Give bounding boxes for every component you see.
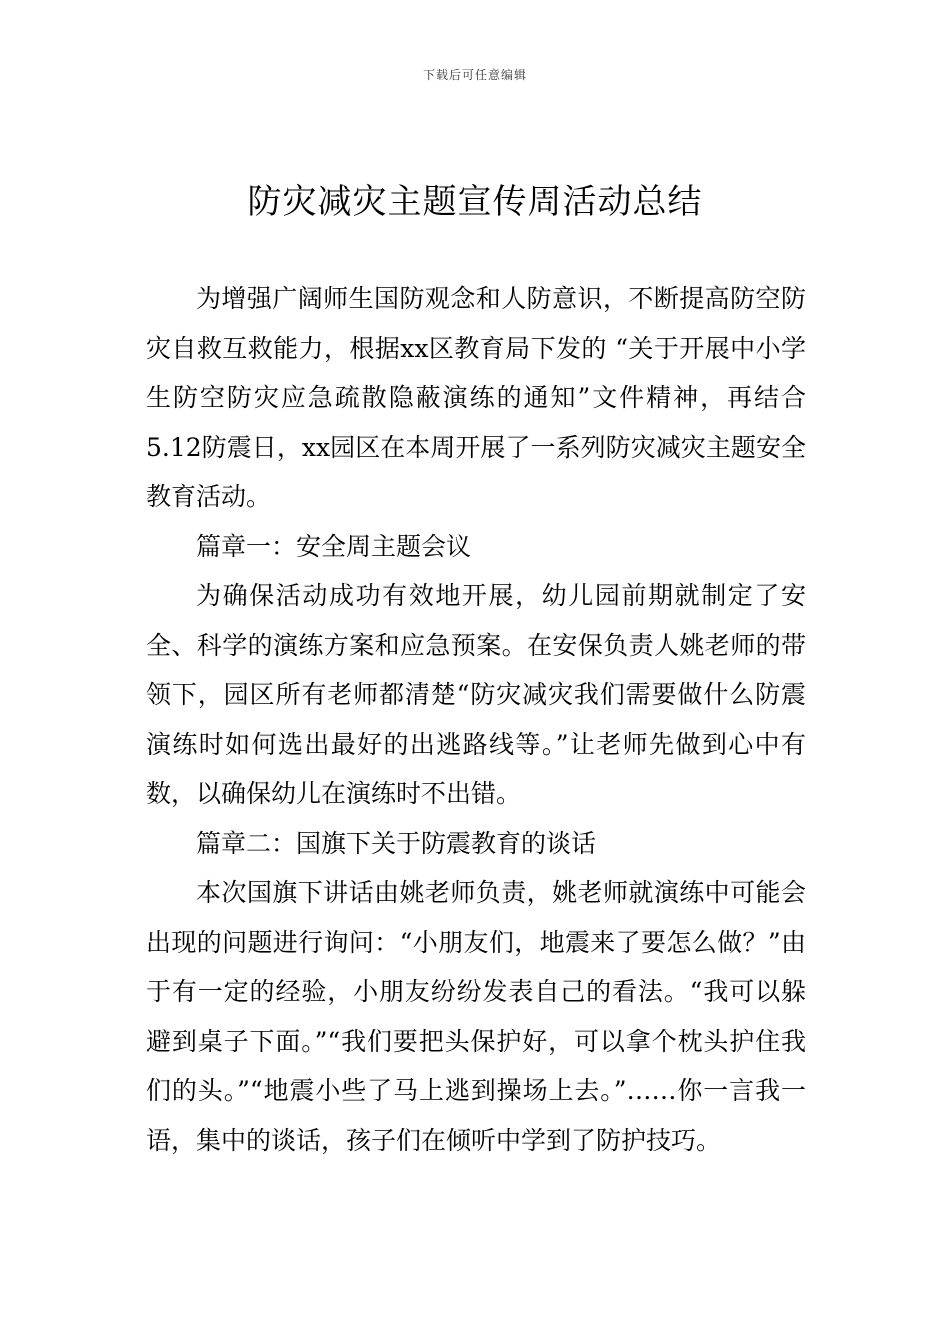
section-1-paragraph: 为确保活动成功有效地开展，幼儿园前期就制定了安全、科学的演练方案和应急预案。在安保负责人姚老师的带领下，园区所有老师都清楚“防灾减灾我们需要做什么防震演练时如何选出最好的出逃路线等。”让老师先做到心中有数，以确保幼儿在演练时不出错。 — [146, 581, 806, 808]
intro-paragraph: 为增强广阔师生国防观念和人防意识，不断提高防空防灾自救互救能力，根据xx区教育局下发的 “关于开展中小学生防空防灾应急疏散隐蔽演练的通知”文件精神，再结合5.12防震日，xx园区在本周开展了一系列防灾减灾主题安全教育活动。 — [146, 284, 806, 511]
section-2-paragraph: 本次国旗下讲话由姚老师负责，姚老师就演练中可能会出现的问题进行询问：“小朋友们，地震来了要怎么做？”由于有一定的经验，小朋友纷纷发表自己的看法。“我可以躲避到桌子下面。”“我们要把头保护好，可以拿个枕头护住我们的头。”“地震小些了马上逃到操场上去。”……你一言我一语，集中的谈话，孩子们在倾听中学到了防护技巧。 — [146, 878, 806, 1155]
header-note: 下载后可任意编辑 — [422, 68, 527, 82]
section-heading-1: 篇章一：安全周主题会议 — [196, 531, 472, 561]
section-heading-2: 篇章二：国旗下关于防震教育的谈话 — [196, 828, 597, 858]
document-title: 防灾减灾主题宣传周活动总结 — [247, 182, 703, 222]
document-body — [146, 274, 806, 1165]
